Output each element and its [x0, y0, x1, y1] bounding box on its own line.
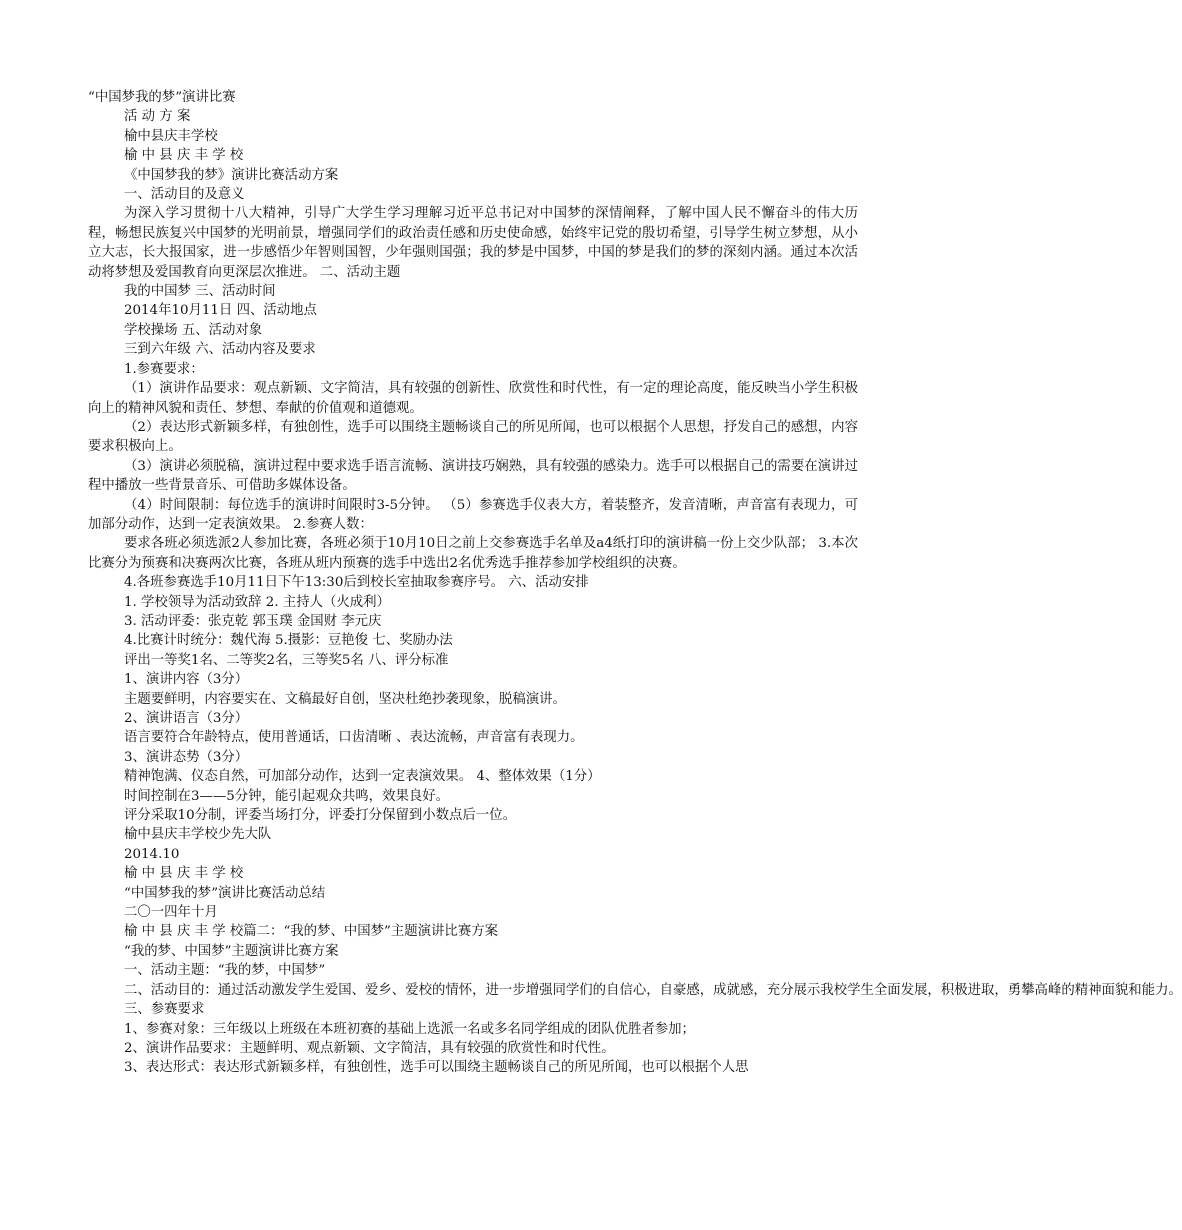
paragraph: 要求各班必须选派2人参加比赛，各班必须于10月10日之前上交参赛选手名单及a4纸打印的演讲稿一份上交少队部； 3.本次比赛分为预赛和决赛两次比赛，各班从班内预赛的选手中选出2名优秀选手推荐参加学校组织的决赛。	[88, 536, 858, 571]
text-line: 1、演讲内容（3分）	[124, 672, 249, 688]
text-line: 1、参赛对象：三年级以上班级在本班初赛的基础上选派一名或多名同学组成的团队优胜者参加；	[124, 1021, 695, 1037]
text-line: 3、表达形式：表达形式新颖多样，有独创性，选手可以围绕主题畅谈自己的所见所闻，也可以根据个人思	[124, 1060, 749, 1076]
text-line: 1. 学校领导为活动致辞 2. 主持人（火成利）	[124, 594, 390, 610]
text-line: 3. 活动评委：张克乾 郭玉璞 金国财 李元庆	[124, 613, 382, 629]
doc-title: “中国梦我的梦”演讲比赛	[88, 90, 236, 105]
text-line: 二、活动目的：通过活动激发学生爱国、爱乡、爱校的情怀，进一步增强同学们的自信心，自豪感，成就感，充分展示我校学生全面发展，积极进取，勇攀高峰的精神面貌和能力。	[124, 982, 1182, 998]
plan-title: 《中国梦我的梦》演讲比赛活动方案	[124, 167, 339, 183]
text-line: 精神饱满、仪态自然，可加部分动作，达到一定表演效果。 4、整体效果（1分）	[124, 769, 601, 785]
paragraph: （3）演讲必须脱稿，演讲过程中要求选手语言流畅、演讲技巧娴熟，具有较强的感染力。选手可以根据自己的需要在演讲过程中播放一些背景音乐、可借助多媒体设备。	[88, 458, 858, 494]
text-line: 学校操场 五、活动对象	[124, 322, 263, 338]
text-line: 一、活动主题：“我的梦，中国梦”	[124, 963, 326, 979]
section-heading: 一、活动目的及意义	[124, 187, 245, 203]
text-line: 评出一等奖1名、二等奖2名，三等奖5名 八、评分标准	[124, 652, 449, 668]
text-line: 二〇一四年十月	[124, 905, 218, 921]
text-line: 3、演讲态势（3分）	[124, 749, 249, 765]
text-line: “我的梦、中国梦”主题演讲比赛方案	[124, 943, 339, 959]
text-line: 2014.10	[124, 846, 180, 862]
text-line: 2、演讲作品要求：主题鲜明、观点新颖、文字简洁，具有较强的欣赏性和时代性。	[124, 1040, 615, 1056]
paragraph: （2）表达形式新颖多样，有独创性，选手可以围绕主题畅谈自己的所见所闻，也可以根据个人思想，抒发自己的感想，内容要求积极向上。	[88, 419, 858, 455]
document-body	[88, 88, 1182, 1078]
paragraph: （1）演讲作品要求：观点新颖、文字简洁，具有较强的创新性、欣赏性和时代性，有一定的理论高度，能反映当小学生积极向上的精神风貌和责任、梦想、奉献的价值观和道德观。	[88, 381, 858, 416]
school-name-spaced: 榆 中 县 庆 丰 学 校	[124, 148, 244, 164]
text-line: 榆 中 县 庆 丰 学 校	[124, 866, 244, 882]
text-line: 2014年10月11日 四、活动地点	[124, 303, 317, 319]
text-line: 时间控制在3——5分钟，能引起观众共鸣，效果良好。	[124, 788, 450, 804]
school-name: 榆中县庆丰学校	[124, 128, 218, 144]
text-line: 语言要符合年龄特点，使用普通话，口齿清晰 、表达流畅，声音富有表现力。	[124, 730, 584, 746]
text-line: 1.参赛要求：	[124, 361, 204, 377]
text-line: 4.比赛计时统分：魏代海 5.摄影：豆艳俊 七、奖励办法	[124, 633, 453, 649]
text-line: 我的中国梦 三、活动时间	[124, 284, 276, 300]
text-line: 主题要鲜明，内容要实在、文稿最好自创，坚决杜绝抄袭现象，脱稿演讲。	[124, 691, 566, 707]
paragraph: 三、参赛要求	[124, 1002, 205, 1018]
doc-subtitle: 活 动 方 案	[124, 109, 191, 125]
text-line: 榆 中 县 庆 丰 学 校篇二：“我的梦、中国梦”主题演讲比赛方案	[124, 924, 498, 940]
text-line: 2、演讲语言（3分）	[124, 711, 249, 726]
text-line: 三到六年级 六、活动内容及要求	[124, 342, 316, 358]
text-line: 榆中县庆丰学校少先大队	[124, 827, 272, 843]
text-line: 评分采取10分制，评委当场打分，评委打分保留到小数点后一位。	[124, 808, 516, 824]
text-line: 4.各班参赛选手10月11日下午13:30后到校长室抽取参赛序号。 六、活动安排	[124, 575, 589, 591]
paragraph: （4）时间限制：每位选手的演讲时间限时3-5分钟。 （5）参赛选手仪表大方，着装整齐，发音清晰，声音富有表现力，可加部分动作，达到一定表演效果。 2.参赛人数：	[88, 497, 858, 532]
paragraph: 为深入学习贯彻十八大精神，引导广大学生学习理解习近平总书记对中国梦的深情阐释，了解中国人民不懈奋斗的伟大历程，畅想民族复兴中国梦的光明前景，增强同学们的政治责任感和历史使命感，始终牢记党的殷切希望，引导学生树立梦想，从小立大志，长大报国家，进一步感悟少年智则国智，少年强则国强；我的梦是中国梦，中国的梦是我们的梦的深刻内涵。通过本次活动将梦想及爱国教育向更深层次推进。 二、活动主题	[88, 206, 858, 280]
text-line: “中国梦我的梦”演讲比赛活动总结	[124, 885, 326, 901]
